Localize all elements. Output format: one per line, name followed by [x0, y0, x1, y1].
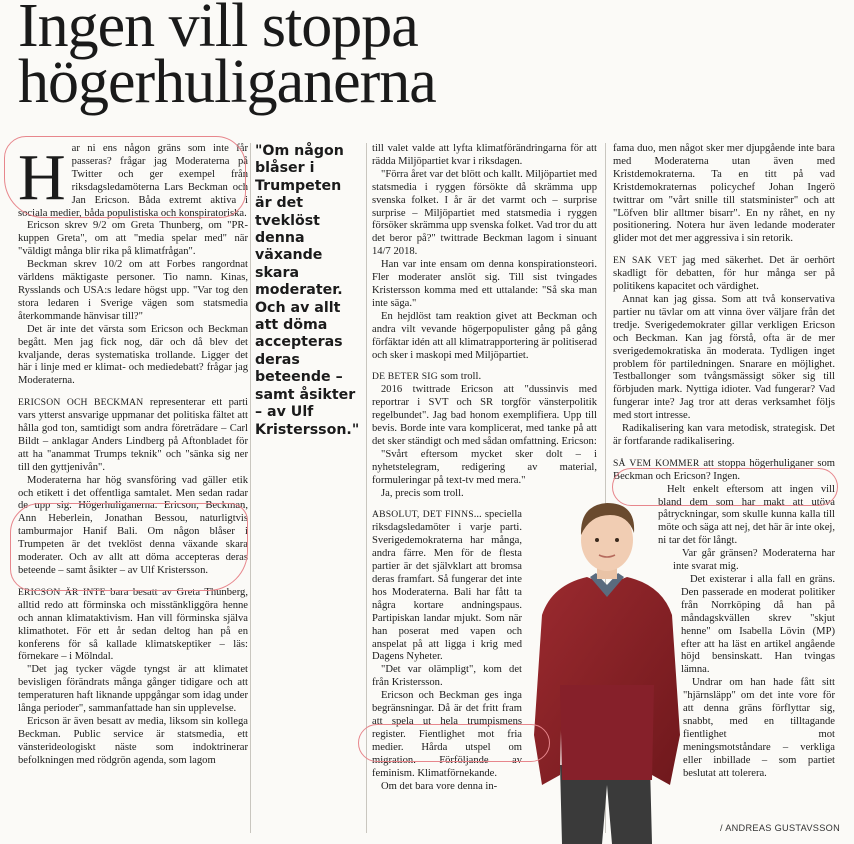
section-lead-in: DE BETER SIG: [372, 371, 438, 383]
section-paragraph: EN SAK VET jag med säkerhet. Det är oerhört skadligt för debatten, för hur många ser på politikens kapacitet och värdighet.: [613, 255, 835, 293]
section-lead-in: EN SAK VET: [613, 255, 677, 267]
highlight-mark: [4, 136, 246, 218]
byline: / ANDREAS GUSTAVSSON: [720, 823, 841, 833]
paragraph: Beckman skrev 10/2 om att Forbes rangordnat världens mäktigaste personer. Tio namn. Kinas, Rysslands och USA:s ledare högst upp. "Var tog den stora ledaren i Sverige vägen som statsmedia återkommande hänvisar till?": [18, 259, 248, 322]
paragraph: En hejdlöst tam reaktion givet att Beckman och andra vilt vevande högerpopulister gång på gång förfäktar idén att all klimatrapportering är politiserad och sker i maskopi med Miljöpartiet.: [372, 310, 597, 361]
headline-line-2: högerhuliganerna: [18, 48, 436, 116]
section-lead-in: ERICSON OCH BECKMAN: [18, 397, 144, 409]
section-paragraph: DE BETER SIG som troll.: [372, 371, 482, 383]
headline-line-1: Ingen vill stoppa: [18, 0, 418, 60]
headline: [18, 0, 848, 116]
paragraph: 2016 twittrade Ericson att "dussinvis med reportrar i SVT och SR torgför vänsterpolitik regelbundet". Jag bad honom exemplifiera. Upp till bevis. Borde inte vara komplicerat, med tanke på att det sker ständigt och med sådan omfattning. Ericson:: [372, 384, 597, 447]
drop-cap: H: [18, 141, 66, 214]
highlight-mark: [612, 468, 838, 506]
highlight-mark: [358, 724, 550, 762]
paragraph: Det är inte det värsta som Ericson och Beckman begått. Men jag fick nog, där och då blev det kvaljande, deras systematiska trollande. Ligger det här i linje med er klimat- och mediedebatt? frågar jag Moderaterna.: [18, 323, 248, 387]
pull-quote: "Om någon blåser i Trumpeten är det tveklöst denna växande skara moderater. Och av allt att döma accepteras deras beteende – samt åsikter – av Ulf Kristersson.": [255, 143, 360, 438]
paragraph: Det existerar i alla fall en gräns. Den passerade en moderat politiker från Norrköping då han på måndagskvällen skrev "skjut henne" om Isabella Lövin (MP) efter att ha läst en artikel angående höjd bensinskatt. Han tvingas lämna.: [681, 574, 835, 676]
paragraph: Undrar om han hade fått sitt "hjärnsläpp" om det inte vore för att denna gräns förflyttar sig, snabbt, med en tilltagande fientlighet mot meningsmotståndare – verkliga eller inbillade – som partiet beslutat att tolerera.: [683, 677, 835, 779]
paragraph: "Svårt eftersom mycket sker dolt – i nyhetstelegram, redigering av material, formuleringar på text-tv med mera.": [372, 448, 597, 486]
paragraph: till valet valde att lyfta klimatförändringarna för att rädda Miljöpartiet kvar i riksdagen.: [372, 143, 597, 167]
intro-paragraph: Har ni ens någon gräns som inte får passeras? frågar jag Moderaterna på Twitter och ger exempel från riksdagsledamöterna Lars Beckman och Jan Ericson. Båda extremt aktiva i sociala medier, båda populistiska och konspiratoriska.: [18, 141, 248, 219]
paragraph: Han var inte ensam om denna konspirationsteori. Fler moderater anslöt sig. Till sist tvingades Kristersson komma med ett uttalande: "Så ska man inte säga.": [372, 259, 597, 309]
section-lead-in: ABSOLUT, DET FINNS: [372, 509, 474, 521]
paragraph: Ja, precis som troll.: [381, 487, 464, 499]
article-column-1: [18, 143, 248, 768]
paragraph: Ericson skrev 9/2 om Greta Thunberg, om "PR-kuppen Greta", om att "media spelar med" när "väldigt många blir rika på klimatfrågan".: [18, 220, 248, 258]
paragraph: "Förra året var det blött och kallt. Miljöpartiet med statsmedia i ryggen försökte då skrämma upp svenska folket. I år är det varmt och – surprise surprise – Miljöpartiet med statsmedia i ryggen försöker skrämma upp svenska folket. Vad tror du att det beror på?" twittrade Beckman lagom i sinuant 14/7 2018.: [372, 168, 597, 258]
paragraph: Ericson och Beckman ges inga begränsningar. Då är det fritt fram att spela ut hela trumpismens register. Fientlighet mot fria medier. Hårda utspel om migration. Förföljande av feminism. Klimatförnekande.: [372, 690, 522, 779]
paragraph: Radikalisering kan vara metodisk, strategisk. Det är fortfarande radikalisering.: [613, 423, 835, 447]
paragraph: "Det jag tycker vägde tyngst är att klimatet bevisligen förändrats många gånger tidigare och att temperaturen haft liknande uppgångar som idag under långa perioder", sammanfattade han sin upplevelse.: [18, 664, 248, 715]
paragraph: Moderaterna har hög svansföring vad gäller etik och etikett i det offentliga samtalet. Men sedan radar de upp sig. Högerhuliganerna. Ericson, Beckman, Ann Heberlein, Jonathan Bessou, naturligtvis tamburmajor Hanif Bali. Om någon blåser i Trumpeten är det tveklöst denna växande skara moderater. Och av allt att döma accepteras deras beteende – samt åsikter – av Ulf Kristersson.: [18, 474, 248, 576]
paragraph: "Det var olämpligt", kom det från Kristersson.: [372, 664, 522, 689]
paragraph: Ericson är även besatt av media, liksom sin kollega Beckman. Public service är statsmedia, ett vänsterideologiskt näste som indoktrinerar befolkningen med rödgrön agenda, som lagom: [18, 715, 248, 766]
section-paragraph: ABSOLUT, DET FINNS... speciella riksdagsledamöter i varje parti. Sverigedemokraterna har många, andra färre. Men för de flesta partier är det självklart att bromsa deras framfart. Så fungerar det inte hos Moderaterna. Bali har fått ta några kortare andningspaus. Partipiskan landar mjukt. Som när han poserat med vapen och anspelat på att ligga i krig med Dagens Nyheter.: [372, 509, 522, 663]
paragraph: Om det bara vore denna in-: [381, 780, 498, 792]
section-paragraph: ERICSON OCH BECKMAN representerar ett parti vars ytterst ansvarige uppmanar det politiska fältet att hålla god ton, samtidigt som andra företrädare – Carl Bildt – anklagar Anders Lindberg på Aftonbladet för att ha "anammat Trumps teknik" och "sänka sig ner till den gyttjenivån".: [18, 397, 248, 473]
paragraph: Helt enkelt eftersom att ingen vill bland dem som har makt att utöva påtryckningar, som skulle kunna kalla till möte och säga att nej, det här är inte okej, ni tar det för långt.: [658, 483, 835, 547]
paragraph: fama duo, men något sker mer djupgående inte bara med Moderaterna utan även med Kristdemokraterna. Ta en titt på vad Kristdemokraternas policychef Johan Ingerö twittrar om "vårt snille till statsminister" och att "Löfven blir alltmer bisarr". En ny råhet, en ny positionering. Notera hur även ledande moderater glider mot det mer aggressiva i sin retorik.: [613, 143, 835, 245]
section-paragraph: SÅ VEM KOMMER att stoppa högerhuliganer som Beckman och Ericson? Ingen.: [613, 457, 835, 482]
author-photo: [532, 485, 682, 844]
section-lead-in: ERICSON ÄR INTE: [18, 586, 106, 598]
paragraph: Annat kan jag gissa. Som att två konservativa partier nu tävlar om att vinna över väljare från det tredje. Sverigedemokrater gillar verkligen Ericson och Beckman. Kan jag förstå, ofta är de mer sverigedemokratiska än moderata. Tydligen inget problem för partiledningen. Snarare en möjlighet. Testballonger som tvångsmässigt söker sig till förbjuden mark. Nyttiga idioter. Vad fungerar? Vad fungerar inte? Jag tror att deras verksamhet följs med stort intresse.: [613, 293, 835, 422]
column-divider: [250, 143, 251, 833]
section-paragraph: ERICSON ÄR INTE bara besatt av Greta Thunberg, alltid redo att förminska och misstänkliggöra henne och annan klimataktivism. Han vill förminska själva klimathotet. För ett år sedan deltog han på en konferens för så kallade klimatskeptiker – läs: förnekare – i Mölndal.: [18, 586, 249, 663]
paragraph: Var går gränsen? Moderaterna har inte svarat mig.: [673, 548, 835, 573]
highlight-mark: [10, 503, 248, 591]
section-lead-in: SÅ VEM KOMMER: [613, 457, 700, 469]
